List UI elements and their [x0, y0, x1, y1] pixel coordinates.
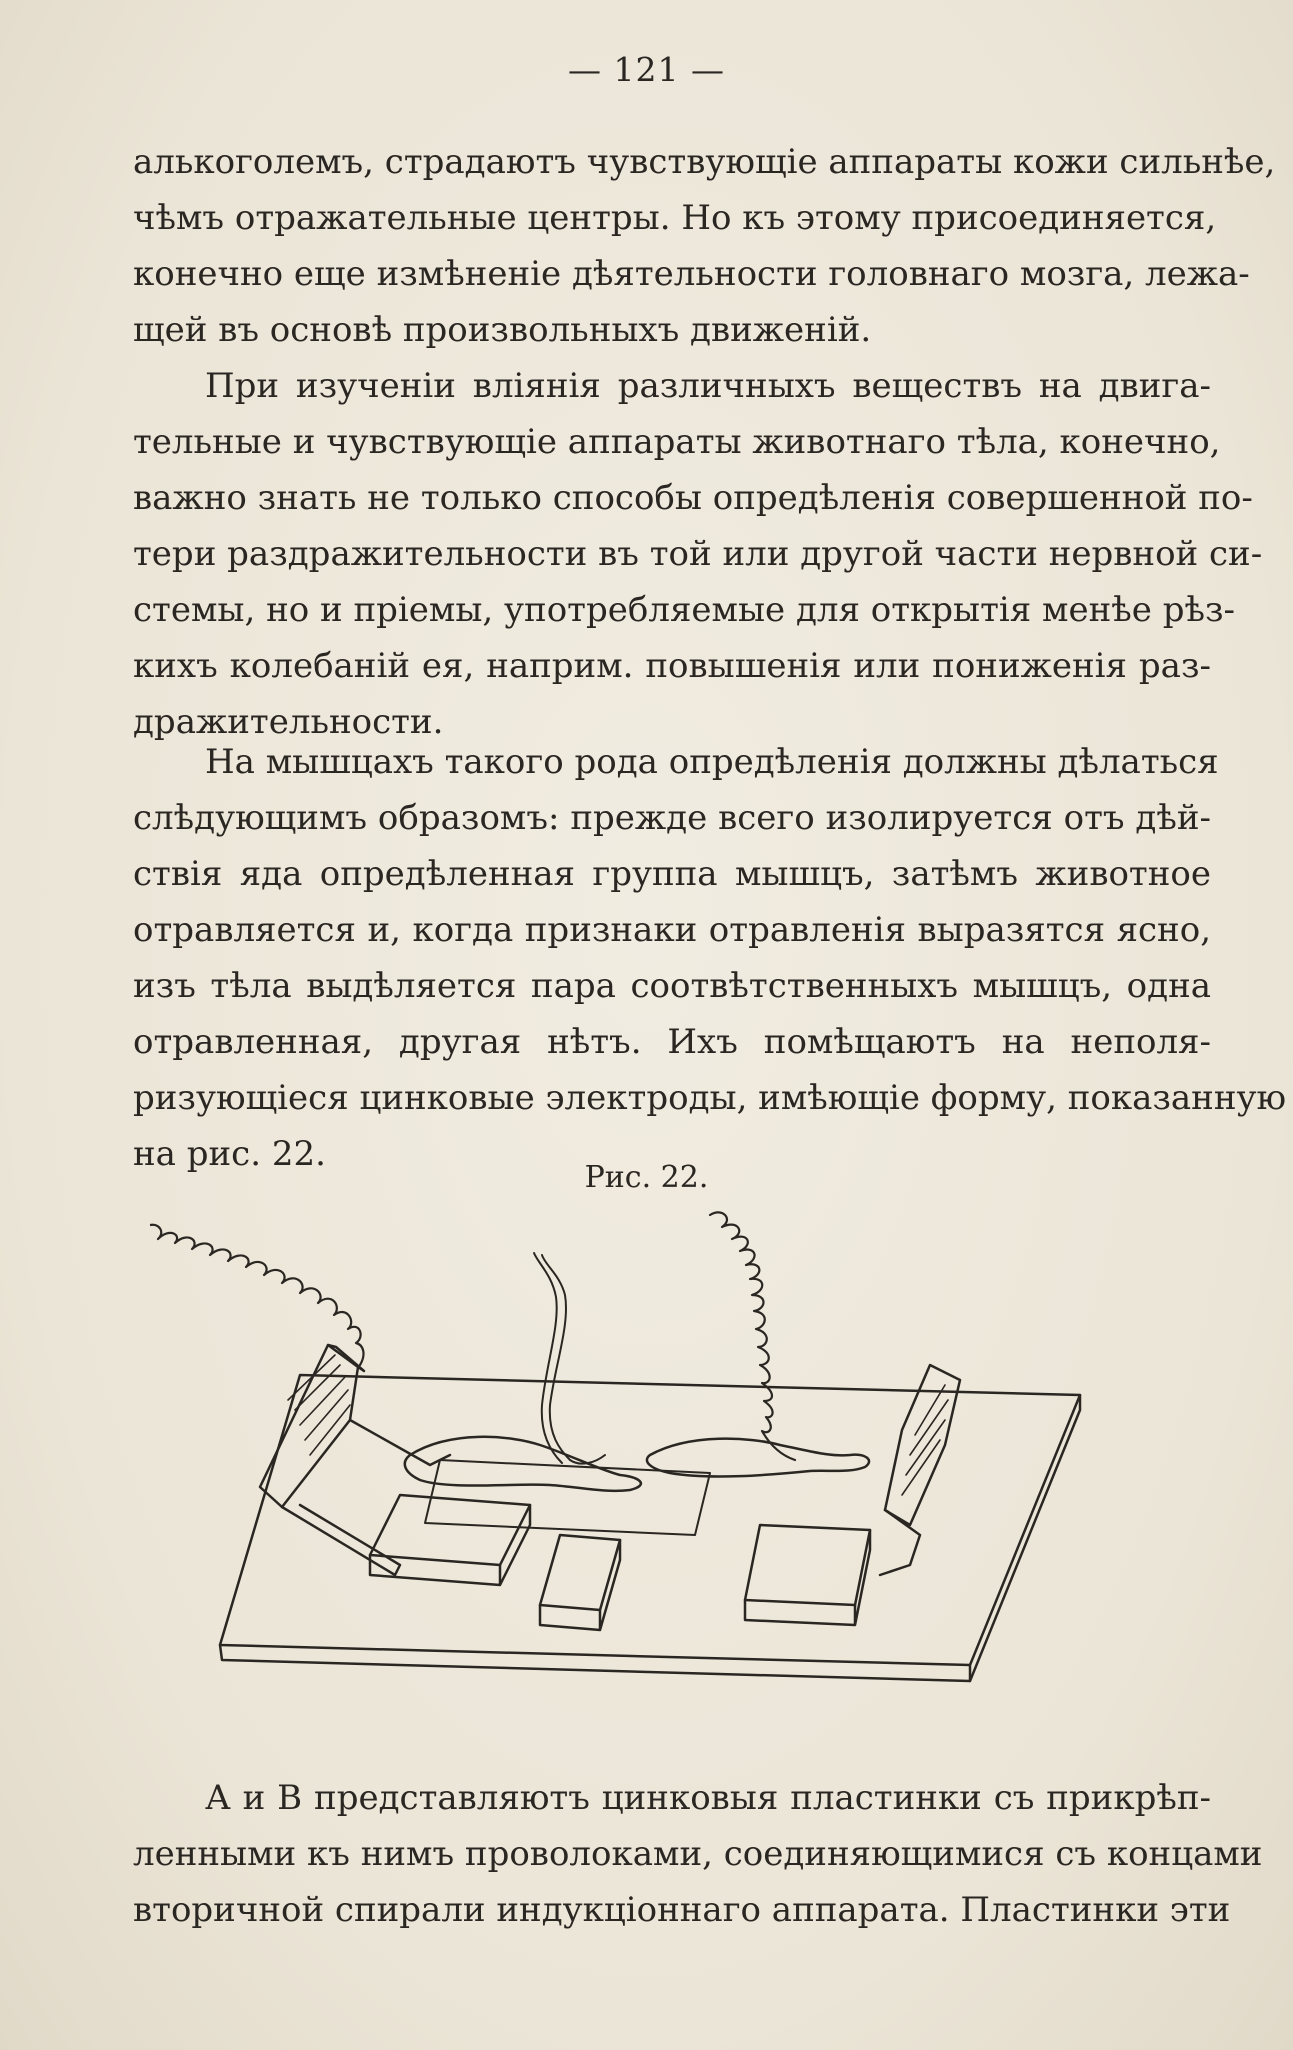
coiled-wire-right [710, 1212, 795, 1460]
text-line: ризующіеся цинковые электроды, имѣющіе форму, показанную [133, 1078, 1287, 1118]
insulating-block-right [745, 1525, 870, 1605]
paragraph-4 [133, 1770, 1263, 1938]
text-line: щей въ основѣ произвольныхъ движеній. [133, 310, 872, 350]
text-line: отравленная, другая нѣтъ. Ихъ помѣщаютъ на неполя- [133, 1022, 1211, 1062]
paragraph-1 [133, 134, 1276, 358]
text-line: ствія яда опредѣленная группа мышцъ, затѣмъ животное [133, 854, 1211, 894]
text-line: отравляется и, когда признаки отравленія выразятся ясно, [133, 910, 1211, 950]
paragraph-3 [133, 734, 1287, 1182]
insulating-block-left [370, 1495, 530, 1565]
coiled-wire-left [150, 1225, 363, 1365]
text-line: важно знать не только способы опредѣленія совершенной по- [133, 478, 1253, 518]
zinc-plate-a [260, 1345, 358, 1507]
text-line: А и В представляютъ цинковыя пластинки съ прикрѣп- [205, 1778, 1211, 1818]
electrode-apparatus-illustration [150, 1205, 1170, 1695]
text-line: На мышцахъ такого рода опредѣленія должны дѣлаться [205, 742, 1219, 782]
text-line: тери раздражительности въ той или другой части нервной си- [133, 534, 1263, 574]
text-line: стемы, но и пріемы, употребляемые для открытія менѣе рѣз- [133, 590, 1235, 630]
text-line: вторичной спирали индукціоннаго аппарата. Пластинки эти [133, 1890, 1231, 1930]
figure-caption: Рис. 22. [584, 1160, 709, 1195]
text-line: чѣмъ отражательные центры. Но къ этому присоединяется, [133, 198, 1217, 238]
text-line: на рис. 22. [133, 1134, 326, 1174]
page-number: — 121 — [568, 50, 725, 89]
zinc-plate-b [885, 1365, 960, 1525]
text-line: конечно еще измѣненіе дѣятельности головнаго мозга, лежа- [133, 254, 1250, 294]
text-line: дражительности. [133, 702, 444, 742]
text-line: тельные и чувствующіе аппараты животнаго тѣла, конечно, [133, 422, 1221, 462]
nerve-thread [542, 1255, 605, 1464]
text-line: алькоголемъ, страдаютъ чувствующіе аппараты кожи сильнѣе, [133, 142, 1276, 182]
text-line: ленными къ нимъ проволоками, соединяющимися съ концами [133, 1834, 1263, 1874]
text-line: слѣдующимъ образомъ: прежде всего изолируется отъ дѣй- [133, 798, 1211, 838]
text-line: изъ тѣла выдѣляется пара соотвѣтственныхъ мышцъ, одна [133, 966, 1211, 1006]
text-line: кихъ колебаній ея, наприм. повышенія или пониженія раз- [133, 646, 1211, 686]
text-line: При изученіи вліянія различныхъ веществъ на двига- [205, 366, 1211, 406]
paragraph-2 [133, 358, 1263, 750]
